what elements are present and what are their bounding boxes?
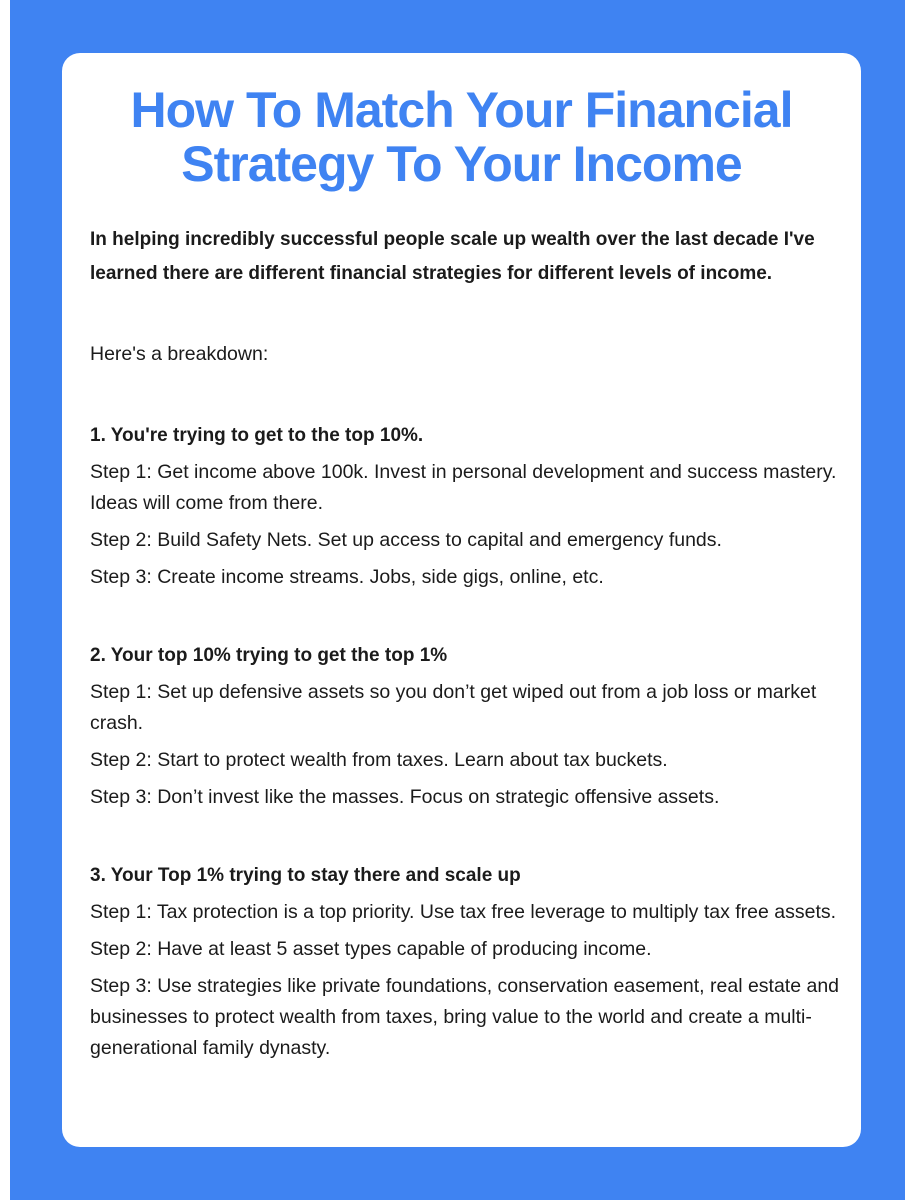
step-item: Step 2: Have at least 5 asset types capable of producing income. (90, 938, 652, 960)
step-item: Step 1: Tax protection is a top priority. Use tax free leverage to multiply tax free assets. (90, 901, 837, 923)
section-stay-top-1 (90, 859, 850, 1064)
step-item: Step 2: Build Safety Nets. Set up access to capital and emergency funds. (90, 529, 722, 551)
section-top-10 (90, 419, 850, 593)
page-title: How To Match Your Financial Strategy To Your Income (130, 82, 793, 192)
step-item: Step 3: Don’t invest like the masses. Focus on strategic offensive assets. (90, 786, 720, 808)
section-heading: 3. Your Top 1% trying to stay there and scale up (90, 865, 521, 886)
section-heading: 1. You're trying to get to the top 10%. (90, 425, 424, 446)
article-body (90, 223, 850, 1064)
intro-paragraph: In helping incredibly successful people scale up wealth over the last decade I've learned there are different financial strategies for different levels of income. (90, 229, 815, 284)
step-item: Step 1: Set up defensive assets so you don’t get wiped out from a job loss or market crash. (90, 681, 817, 734)
section-top-1 (90, 639, 850, 813)
step-item: Step 1: Get income above 100k. Invest in personal development and success mastery. Ideas will come from there. (90, 461, 837, 514)
section-heading: 2. Your top 10% trying to get the top 1% (90, 645, 448, 666)
step-item: Step 3: Use strategies like private foundations, conservation easement, real estate and businesses to protect wealth from taxes, bring value to the world and create a multi-generational family dynasty. (90, 975, 840, 1059)
content-card (62, 53, 861, 1147)
breakdown-label: Here's a breakdown: (90, 343, 269, 365)
step-item: Step 2: Start to protect wealth from taxes. Learn about tax buckets. (90, 749, 668, 771)
step-item: Step 3: Create income streams. Jobs, side gigs, online, etc. (90, 566, 604, 588)
